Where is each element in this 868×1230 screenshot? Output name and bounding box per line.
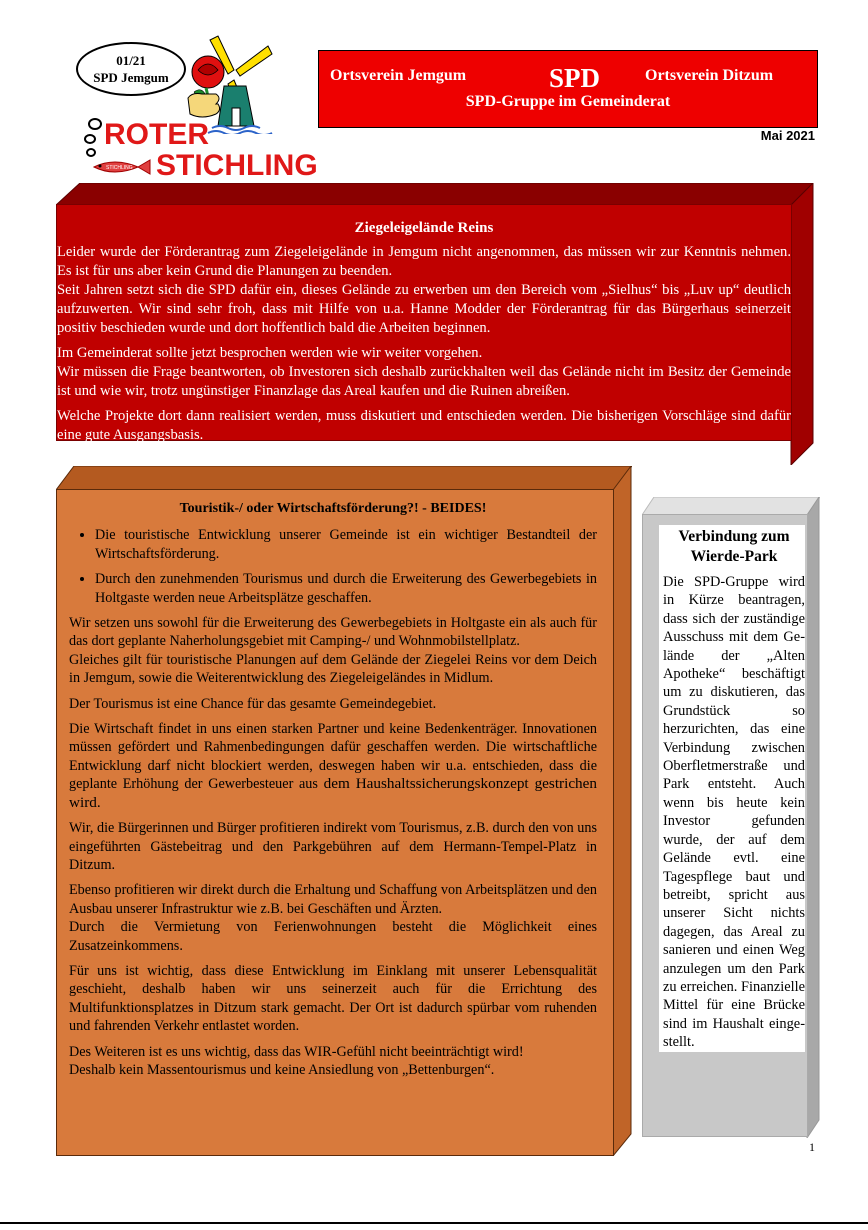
grey-section-wierde-park	[642, 514, 808, 1137]
brown-box-top-face	[56, 466, 632, 490]
red-section-ziegeleigelaende	[56, 204, 792, 441]
logo-word-roter: ROTER	[104, 118, 209, 151]
brown-paragraph: Deshalb kein Massentourismus und keine Ansiedlung von „Bettenburgen“.	[69, 1061, 495, 1078]
red-box-top-face	[56, 183, 813, 205]
fish-icon	[88, 158, 154, 176]
brown-box-side-face	[612, 466, 632, 1156]
red-section-title: Ziegeleigelände Reins	[354, 220, 494, 236]
brown-paragraph: Der Tourismus ist eine Chance für das gesamte Gemeindegebiet.	[69, 695, 437, 712]
brown-paragraph: Wir, die Bürgerinnen und Bürger profitieren indirekt vom Tourismus, z.B. durch den von uns eingeführten Gästebeitrag und den Parkgebühren auf dem Hermann-Tempel-Platz in Ditzum.	[69, 820, 597, 873]
thought-dot	[86, 148, 96, 157]
brown-section-title: Touristik-/ oder Wirtschaftsförderung?! - BEIDES!	[179, 501, 487, 516]
issue-number: 01/21	[116, 53, 146, 68]
header-box	[318, 50, 818, 128]
header-spd: SPD	[549, 63, 601, 93]
thought-dot	[84, 134, 96, 144]
grey-paragraph: Die SPD-Gruppe wird in Kürze beantragen, dass sich der zuständige Ausschuss mit dem Gelände der „Alten Apotheke“ beschäftigt um zu diskutieren, das Grundstück so herzurichten, das eine Verbindung zwischen Oberfletmerstraße und Park entsteht. Auch wenn bis heute kein Investor gefunden wurde, der auf dem Gelände evtl. eine Tagespflege baut und betreibt, spricht aus unserer Sicht nichts dagegen, das Areal zu sanieren und einen Weg anzulegen um den Park zu erreichen. Finanzielle Mittel für eine Brücke sind im Haushalt eingestellt.	[663, 574, 805, 1051]
red-paragraph: Leider wurde der Förderantrag zum Ziegeleigelände in Jemgum nicht angenommen, das müssen wir zur Kenntnis nehmen. Es ist für uns aber kein Grund die Planungen zu beenden.	[57, 244, 791, 279]
red-paragraph: Seit Jahren setzt sich die SPD dafür ein, dieses Gelände zu erwerben um den Bereich vom „Sielhus“ bis „Luv up“ deutlich aufzuwerten. Wir sind sehr froh, dass mit Hilfe von u.a. Hanne Modder der Förderantrag für das Bürgerhaus seinerzeit positiv beschieden wurde und dort hoffentlich bald die Arbeiten beginnen.	[57, 282, 791, 336]
brown-paragraph: Durch die Vermietung von Ferienwohnungen besteht die Möglichkeit eines Zusatzeinkommens.	[69, 919, 597, 954]
brown-paragraph: Gleiches gilt für touristische Planungen auf dem Gelände der Ziegelei Reins vor dem Deich in Jemgum, sowie die Weiterentwicklung des Ziegeleigeländes in Midlum.	[69, 651, 597, 687]
brown-paragraph: Des Weiteren ist es uns wichtig, dass das WIR-Gefühl nicht beeinträchtigt wird!	[69, 1043, 524, 1060]
red-box-side-face	[790, 183, 814, 465]
issue-group: SPD Jemgum	[93, 70, 169, 85]
fish-label: STICHLING	[106, 165, 133, 171]
bullet-item: • Die touristische Entwicklung unserer Gemeinde ist ein wichtiger Bestandteil der Wirtschaftsförderung.	[95, 526, 597, 563]
brown-paragraph: Ebenso profitieren wir direkt durch die Erhaltung und Schaffung von Arbeitsplätzen und den Ausbau unserer Infrastruktur wie z.B. bei Geschäften und Ärzten.	[69, 882, 597, 917]
red-paragraph: Welche Projekte dort dann realisiert werden, muss diskutiert und entschieden werden. Die bisherigen Vorschläge sind dafür eine gute Ausgangsbasis.	[57, 408, 791, 443]
bullet-item: • Durch den zunehmenden Tourismus und durch die Erweiterung des Gewerbegebiets in Holtgaste werden neue Arbeitsplätze geschaffen.	[95, 570, 597, 607]
grey-section-content	[659, 525, 805, 1052]
brown-paragraph: Wir setzen uns sowohl für die Erweiterung des Gewerbegebiets in Holtgaste ein als auch für das dort geplante Naherholungsgebiet mit Camping-/ und Wohnmobilstellplatz.	[69, 615, 597, 650]
thought-dot	[88, 118, 102, 130]
footer-rule	[0, 1222, 868, 1224]
grey-box-top-face	[642, 497, 820, 515]
header-ortsverein-ditzum: Ortsverein Ditzum	[645, 67, 774, 84]
brown-paragraph: Die Wirtschaft findet in uns einen starken Partner und keine Bedenkenträger. Innovationen müssen gefördert und Rahmenbedingungen dafür geschaffen werden. Die wirtschaftliche Entwicklung darf nicht blockiert werden, deswegen haben wir u.a. entschieden, dass die geplante Erhöhung der Gewerbesteuer aus dem Haushaltssicherungskonzept gestrichen wird.	[69, 721, 597, 811]
header-ortsverein-jemgum: Ortsverein Jemgum	[330, 67, 467, 84]
header-subtitle: SPD-Gruppe im Gemeinderat	[465, 93, 671, 110]
red-paragraph: Im Gemeinderat sollte jetzt besprochen werden wie wir weiter vorgehen.	[57, 345, 483, 361]
logo-word-stichling: STICHLING	[156, 149, 318, 182]
grey-box-side-face	[806, 497, 820, 1138]
brown-section-touristik	[56, 489, 614, 1156]
brown-bullet-list	[69, 526, 597, 607]
grey-section-title: Verbindung zum Wierde-Park	[678, 528, 790, 565]
issue-bubble	[76, 42, 186, 96]
issue-date: Mai 2021	[760, 128, 815, 143]
page-number: 1	[809, 1140, 815, 1154]
red-paragraph: Wir müssen die Frage beantworten, ob Investoren sich deshalb zurückhalten weil das Gelände nicht im Besitz der Gemeinde ist und wie wir, trotz ungünstiger Finanzlage das Areal kaufen und die Ruinen abreißen.	[57, 364, 791, 399]
brown-paragraph: Für uns ist wichtig, dass diese Entwicklung im Einklang mit unserer Lebensqualität geschieht, deshalb haben wir uns seinerzeit auch für die Errichtung des Multifunktionsplatzes in Ditzum stark gemacht. Der Ort ist dadurch spürbar vom ruhenden und fahrenden Verkehr entlastet worden.	[69, 962, 597, 1035]
